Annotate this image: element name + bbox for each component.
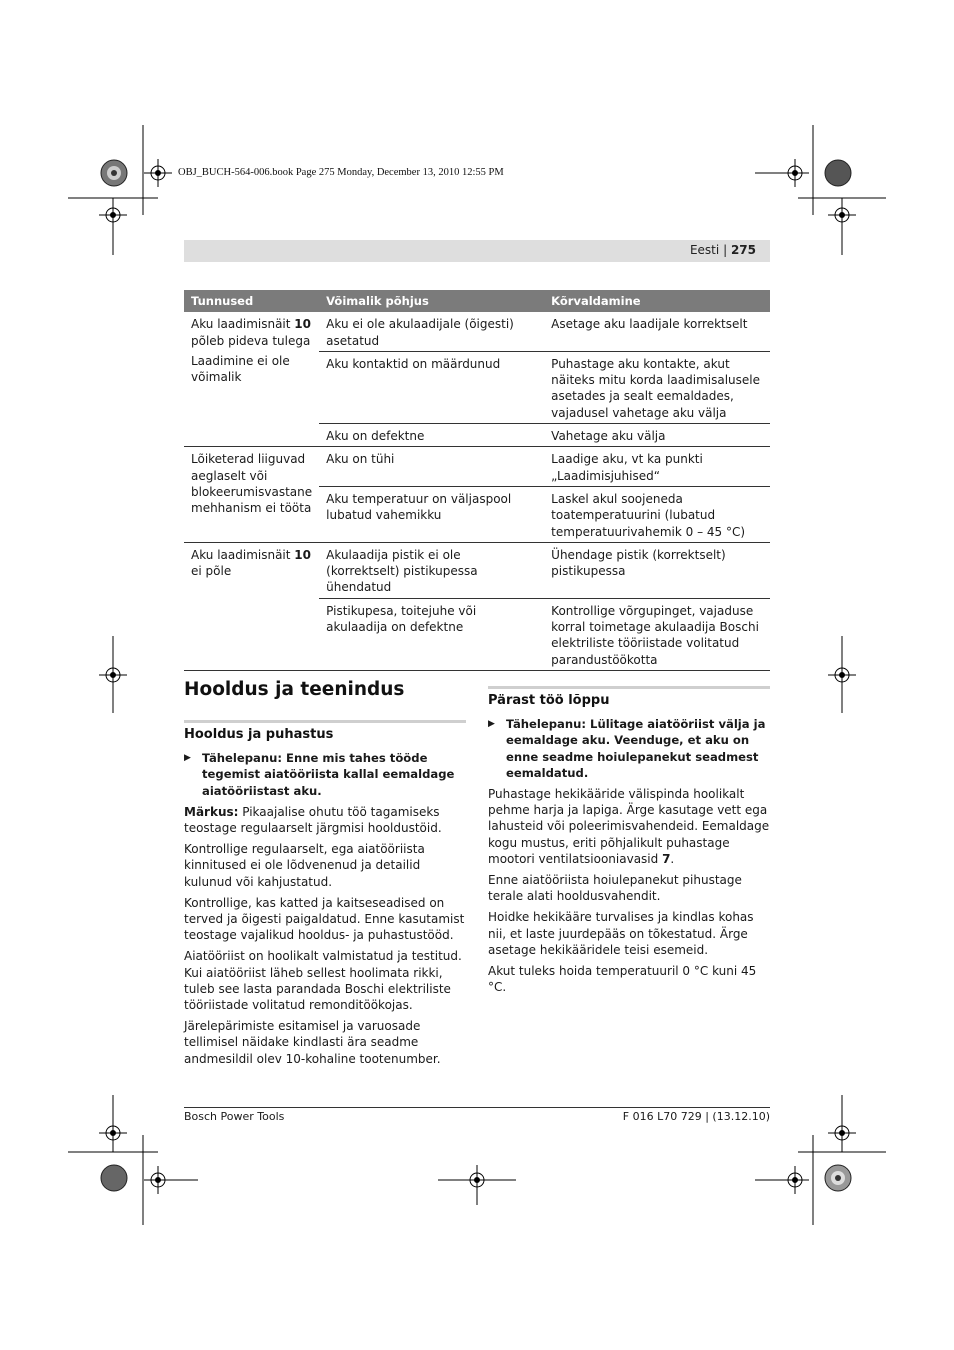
warning-item (488, 716, 770, 781)
column-header-fix: Kõrvaldamine (544, 290, 770, 312)
page-number: 275 (730, 243, 756, 257)
fix-cell: Kontrollige võrgupinget, vajaduse korral toimetage akulaadija Boschi elektriliste tööriistade volitatud parandustöökotta (544, 598, 770, 670)
fix-cell: Vahetage aku välja (544, 424, 770, 447)
body-paragraph: Hoidke hekikääre turvalises ja kindlas kohas nii, et laste juurdepääs on tõkestatud. Ärge asetage hekikääridele teisi esemeid. (488, 910, 754, 957)
body-paragraph: Kontrollige, kas katted ja kaitseseadised on terved ja õigesti paigaldatud. Enne kasutamist teostage vajalikud hooldus- ja puhastustööd. (184, 895, 465, 943)
warning-text: Tähelepanu: Enne mis tahes tööde tegemist aiatööriista kallal eemaldage aiatööriistast aku. (202, 751, 455, 798)
right-column (488, 686, 770, 1000)
fix-cell: Puhastage aku kontakte, akut näiteks mitu korda laadimisalusele asetades ja sealt eemaldades, vajadusel vahetage aku välja (544, 351, 770, 423)
heading-rule (488, 686, 770, 689)
symptom-text-part: Aku laadimisnäit (191, 317, 295, 332)
note-text: Pikaajalise ohutu töö tagamiseks teostage regulaarselt järgmisi hooldustöid. (184, 804, 442, 836)
heading-rule (184, 720, 466, 723)
footer-brand: Bosch Power Tools (184, 1110, 285, 1123)
note-label: Märkus: (184, 804, 239, 819)
cause-cell: Aku kontaktid on määrdunud (319, 351, 544, 423)
cause-cell: Aku on tühi (326, 452, 395, 467)
maintenance-heading: Hooldus ja puhastus (184, 727, 334, 742)
symptom-ref-number: 10 (294, 317, 311, 332)
bullet-arrow-icon: ▶ (488, 719, 495, 730)
cause-cell: Aku temperatuur on väljaspool lubatud vahemikku (319, 486, 544, 542)
fix-cell: Asetage aku laadijale korrektselt (551, 317, 748, 332)
table-row (184, 447, 770, 487)
body-paragraph (488, 786, 770, 867)
troubleshooting-table (184, 290, 770, 671)
cause-cell: Akulaadija pistik ei ole (korrektselt) pistikupessa ühendatud (326, 547, 478, 595)
symptom-text (191, 547, 312, 580)
cause-cell: Aku ei ole akulaadijale (õigesti) asetatud (326, 317, 514, 348)
symptom-text (191, 316, 312, 349)
warning-item (184, 750, 466, 799)
body-paragraph: Aiatööriist on hoolikalt valmistatud ja testitud. Kui aiatööriist läheb sellest hoolimata rikki, tuleb see lasta parandada Boschi elektriliste tööriistade volitatud remonditöökojas. (184, 949, 462, 1013)
table-header-row (184, 290, 770, 312)
column-header-cause: Võimalik põhjus (319, 290, 544, 312)
header-separator: | (723, 243, 728, 257)
page-header-bar (184, 240, 770, 262)
fix-cell: Ühendage pistik (korrektselt) pistikupessa (551, 547, 726, 579)
body-text: Puhastage hekikääride välispinda hoolikalt pehme harja ja lapiga. Ärge kasutage vett ega lahusteid või poleerimisvahendeid. Eemaldage kogu mustus, eriti põhjalikult puhastage mootori ventilatsiooniavasid (488, 787, 770, 866)
ref-number: 7 (662, 851, 671, 866)
fix-cell: Laadige aku, vt ka punkti „Laadimisjuhised“ (551, 452, 703, 483)
fix-cell: Laskel akul soojeneda toatemperatuurini (lubatud temperatuurivahemik 0 – 45 °C) (544, 486, 770, 542)
left-column (184, 720, 466, 1072)
footer-rule (184, 1107, 770, 1108)
footer-doc-number: F 016 L70 729 | (13.12.10) (622, 1110, 770, 1123)
symptom-text-part: Aku laadimisnäit (191, 547, 295, 562)
section-title: Hooldus ja teenindus (184, 679, 405, 700)
header-language: Eesti (689, 243, 720, 257)
column-header-symptom: Tunnused (184, 290, 319, 312)
symptom-cell: Lõiketerad liiguvad aeglaselt või blokeerumisvastane mehhanism ei tööta (184, 447, 319, 542)
table-row (184, 312, 770, 351)
warning-text: Tähelepanu: Lülitage aiatööriist välja ja eemaldage aku. Veenduge, et aku on enne seadme hoiulepanekut seadmest eemaldatud. (506, 717, 766, 780)
note-paragraph (184, 804, 466, 836)
table-row (184, 542, 770, 598)
print-info: OBJ_BUCH-564-006.book Page 275 Monday, December 13, 2010 12:55 PM (178, 167, 504, 178)
symptom-cell (184, 312, 319, 447)
symptom-text-part: ei põle (191, 564, 232, 579)
symptom-extra-text: Laadimine ei ole võimalik (191, 353, 290, 385)
bullet-arrow-icon: ▶ (184, 753, 191, 764)
symptom-ref-number: 10 (294, 547, 311, 562)
body-text: . (670, 851, 675, 866)
body-paragraph: Akut tuleks hoida temperatuuril 0 °C kuni 45 °C. (488, 964, 757, 995)
after-work-heading: Pärast töö lõppu (488, 693, 610, 708)
page-header (690, 243, 756, 257)
body-paragraph: Kontrollige regulaarselt, ega aiatööriista kinnitused ei ole lõdvenenud ja detailid kulunud või kahjustatud. (184, 842, 425, 889)
symptom-text-part: põleb pideva tulega (191, 333, 311, 348)
cause-cell: Pistikupesa, toitejuhe või akulaadija on defektne (319, 598, 544, 670)
cause-cell: Aku on defektne (319, 424, 544, 447)
body-paragraph: Järelepärimiste esitamisel ja varuosade tellimisel näidake kindlasti ära seadme andmesildil olev 10-kohaline tootenumber. (184, 1019, 441, 1066)
body-paragraph: Enne aiatööriista hoiulepanekut pihustage terale alati hooldusvahendit. (488, 873, 742, 904)
symptom-cell (184, 542, 319, 670)
